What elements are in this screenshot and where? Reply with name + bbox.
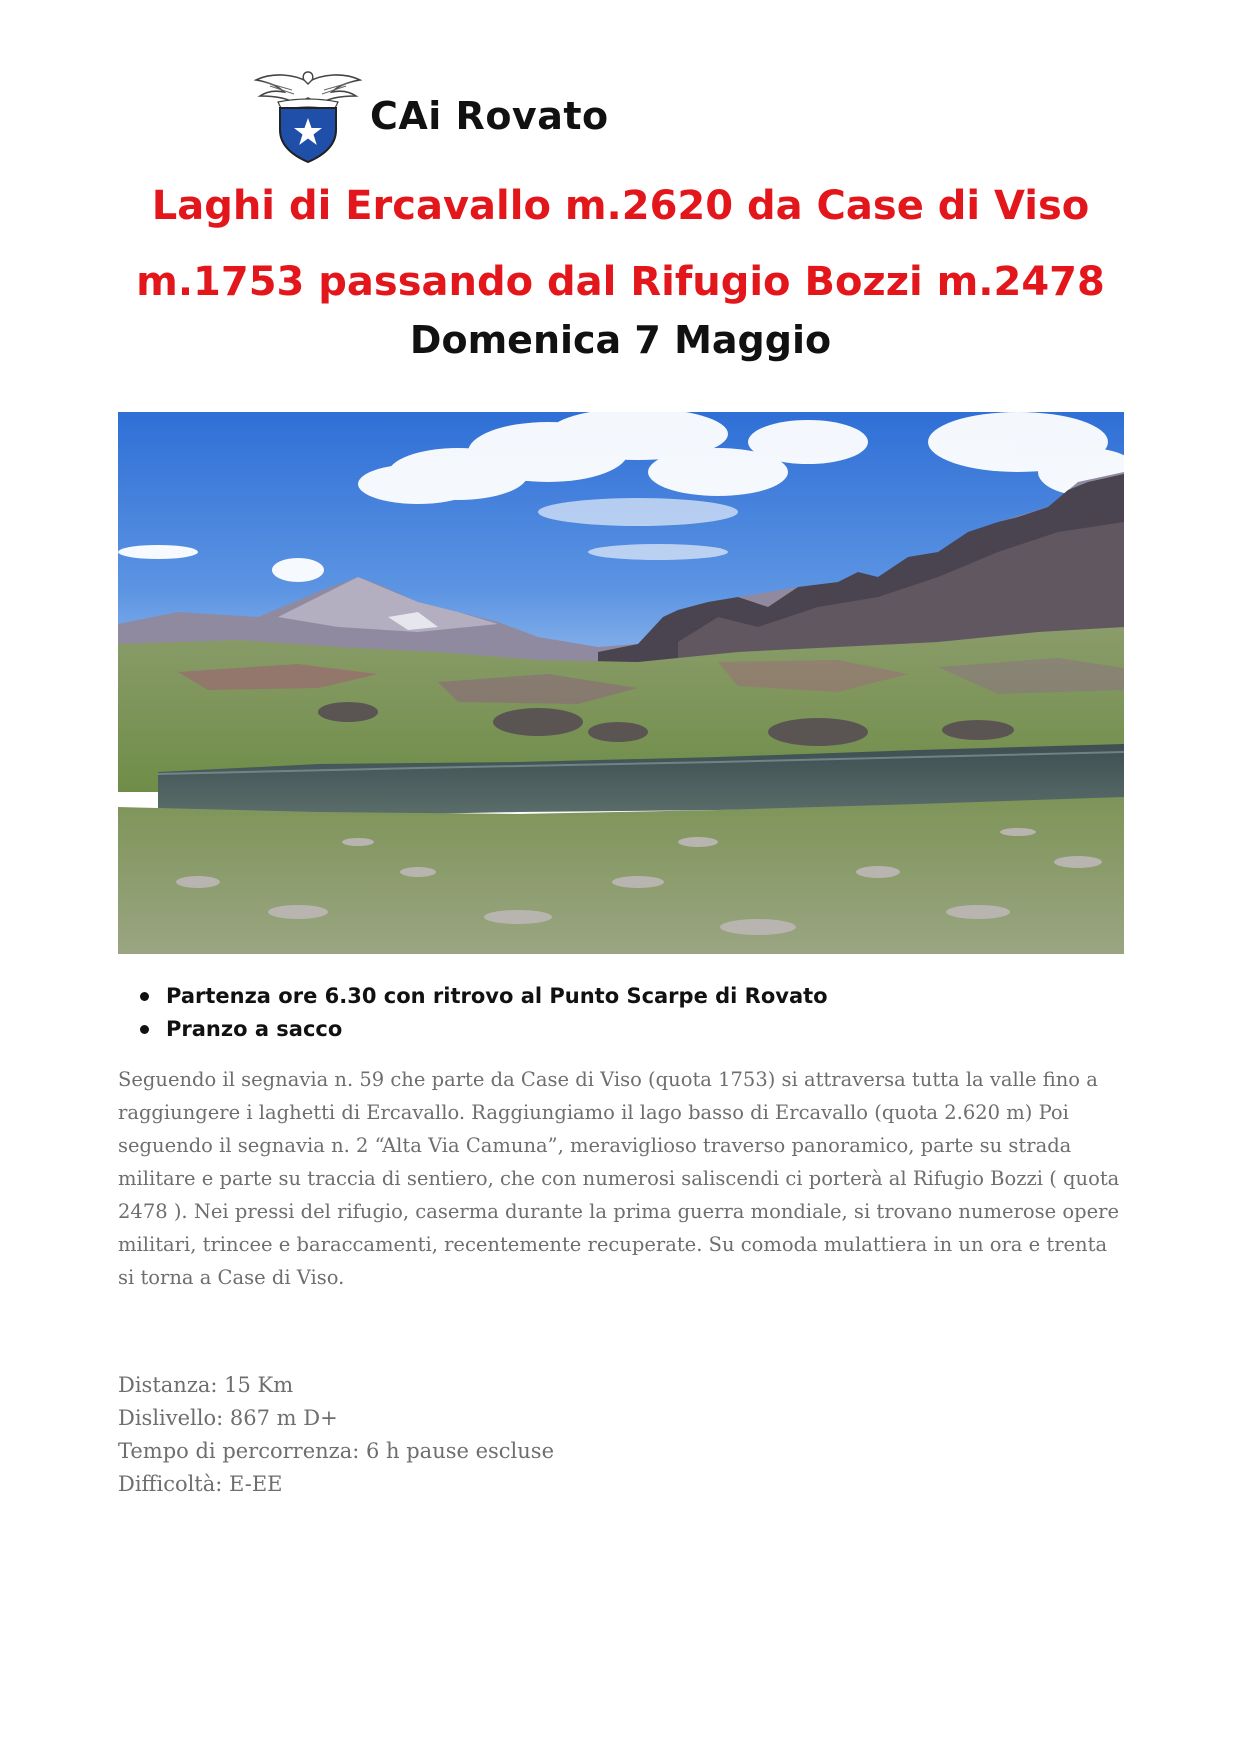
event-title	[100, 168, 1141, 320]
bullet-icon	[140, 1025, 149, 1034]
header	[254, 68, 609, 164]
lunch-info: Pranzo a sacco	[166, 1017, 343, 1041]
mountain-lake-photo	[118, 412, 1124, 954]
cai-logo-icon	[254, 68, 362, 164]
info-bullets	[118, 980, 828, 1046]
route-description: Seguendo il segnavia n. 59 che parte da Case di Viso (quota 1753) si attraversa tutta la valle fino a raggiungere i laghetti di Ercavallo. Raggiungiamo il lago basso di Ercavallo (quota 2.620 m) Poi seguendo il segnavia n. 2 “Alta Via Camuna”, meraviglioso traverso panoramico, parte su strada militare e parte su traccia di sentiero, che con numerosi saliscendi ci porterà al Rifugio Bozzi ( quota 2478 ). Nei pressi del rifugio, caserma durante la prima guerra mondiale, si trovano numerose opere militari, trincee e baraccamenti, recentemente recuperate. Su comoda mulattiera in un ora e trenta si torna a Case di Viso.	[118, 1068, 1120, 1289]
walking-time: Tempo di percorrenza: 6 h pause escluse	[118, 1439, 555, 1463]
elevation-gain: Dislivello: 867 m D+	[118, 1406, 338, 1430]
route-details	[118, 1369, 554, 1501]
event-date: Domenica 7 Maggio	[409, 318, 832, 362]
departure-info: Partenza ore 6.30 con ritrovo al Punto Scarpe di Rovato	[166, 984, 828, 1008]
bullet-icon	[140, 992, 149, 1001]
difficulty: Difficoltà: E-EE	[118, 1472, 283, 1496]
distance: Distanza: 15 Km	[118, 1373, 294, 1397]
event-title-line-1: Laghi di Ercavallo m.2620 da Case di Viso	[151, 183, 1090, 229]
event-title-line-2: m.1753 passando dal Rifugio Bozzi m.2478	[136, 259, 1105, 305]
list-item	[166, 1013, 828, 1046]
org-name: CAi Rovato	[370, 94, 609, 138]
list-item	[166, 980, 828, 1013]
